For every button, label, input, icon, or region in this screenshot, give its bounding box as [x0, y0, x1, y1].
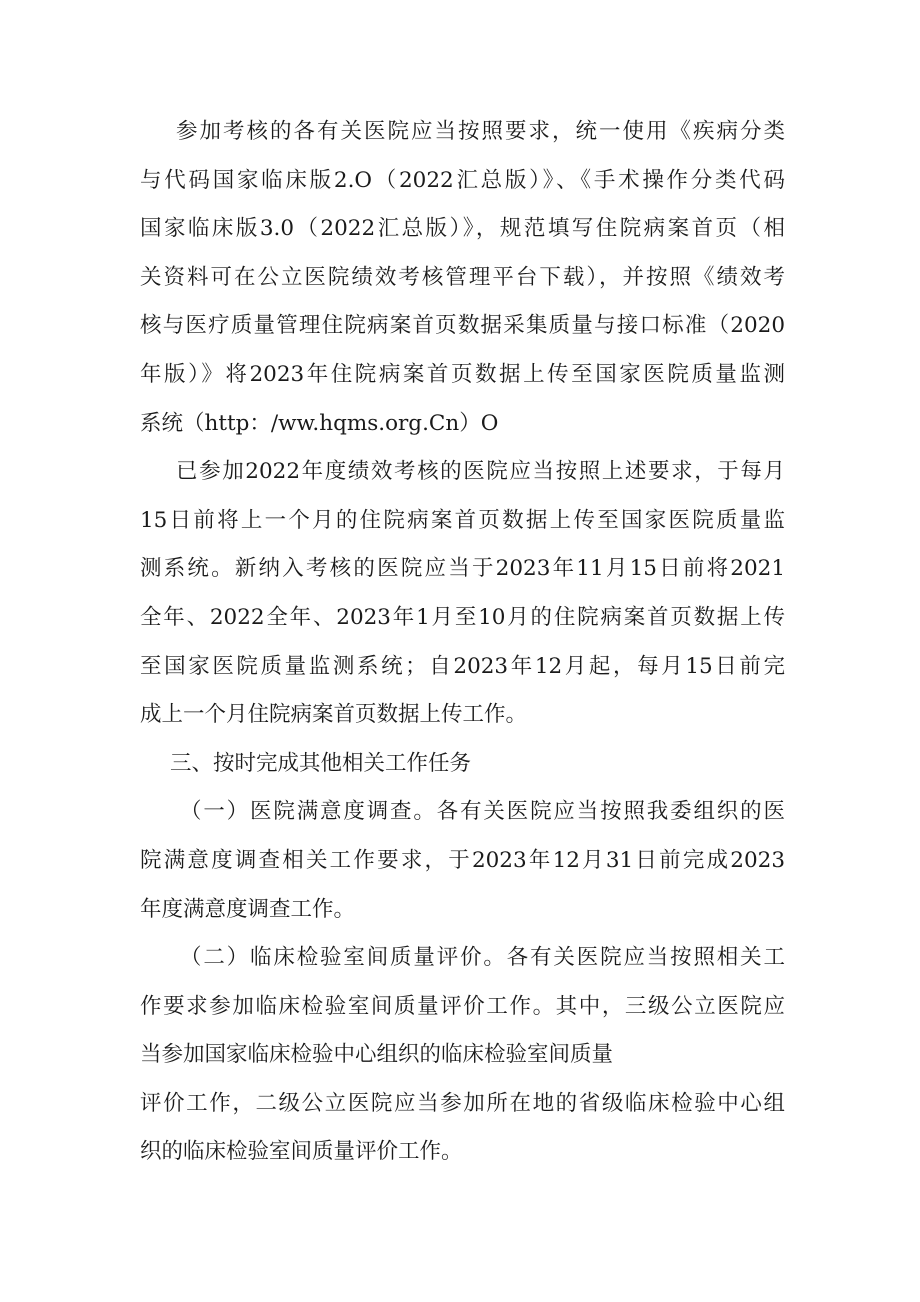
text-line: 参加考核的各有关医院应当按照要求，统一使用《疾病分类 [176, 119, 785, 144]
paragraph-satisfaction-survey [140, 788, 785, 934]
text-line: 与代码国家临床版2.O（2022汇总版）》、《手术操作分类代码 [140, 167, 785, 193]
paragraph-upload-schedule [140, 448, 785, 740]
text-line: 评价工作，二级公立医院应当参加所在地的省级临床检验中心组 [140, 1090, 785, 1116]
text-line: 年版）》将2023年住院病案首页数据上传至国家医院质量监测 [140, 361, 785, 387]
text-line: 核与医疗质量管理住院病案首页数据采集质量与接口标准（2020 [140, 313, 785, 339]
section-heading-3 [140, 740, 785, 789]
text-line: 年度满意度调查工作。 [140, 896, 356, 922]
text-line: 测系统。新纳入考核的医院应当于2023年11月15日前将2021 [140, 556, 785, 582]
text-line: 15日前将上一个月的住院病案首页数据上传至国家医院质量监 [140, 507, 785, 533]
text-line: 国家临床版3.0（2022汇总版）》，规范填写住院病案首页（相 [140, 216, 785, 242]
section-heading: 三、按时完成其他相关工作任务 [170, 750, 472, 776]
text-line: 院满意度调查相关工作要求，于2023年12月31日前完成2023 [140, 847, 785, 873]
text-line: 全年、2022全年、2023年1月至10月的住院病案首页数据上传 [140, 604, 785, 630]
document-body [140, 108, 785, 1177]
paragraph-hqms-upload-requirements [140, 108, 785, 448]
text-line: 织的临床检验室间质量评价工作。 [140, 1139, 463, 1165]
text-line: 已参加2022年度绩效考核的医院应当按照上述要求，于每月 [176, 459, 785, 485]
text-line: （一）医院满意度调查。各有关医院应当按照我委组织的医 [180, 799, 785, 825]
text-line: 关资料可在公立医院绩效考核管理平台下载），并按照《绩效考 [140, 264, 785, 290]
text-line: 作要求参加临床检验室间质量评价工作。其中，三级公立医院应 [140, 993, 785, 1019]
text-line: （二）临床检验室间质量评价。各有关医院应当按照相关工 [180, 945, 785, 971]
text-line: 至国家医院质量监测系统；自2023年12月起，每月15日前完 [140, 653, 785, 679]
text-line: 成上一个月住院病案首页数据上传工作。 [140, 702, 528, 728]
text-line: 当参加国家临床检验中心组织的临床检验室间质量 [140, 1042, 614, 1068]
paragraph-lab-quality-evaluation [140, 934, 785, 1177]
text-line: 系统（http：/ww.hqms.org.Cn）O [140, 410, 499, 436]
